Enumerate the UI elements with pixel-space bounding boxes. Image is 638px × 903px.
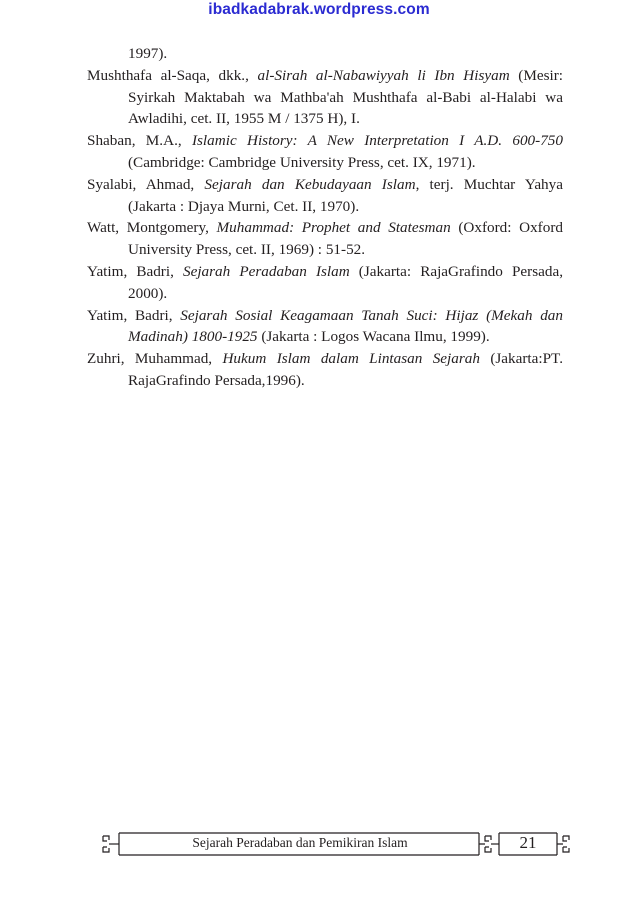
reference-text: (Cambridge: Cambridge University Press, cet. IX, 1971). xyxy=(128,153,476,171)
reference-text: (Jakarta:PT. RajaGrafindo Persada,1996). xyxy=(128,350,563,389)
reference-entry xyxy=(87,217,563,261)
page-footer xyxy=(101,830,575,858)
reference-title: al-Sirah al-Nabawiyyah li Ibn Hisyam xyxy=(257,66,510,84)
reference-text: (Jakarta: RajaGrafindo Persada, 2000). xyxy=(128,262,563,302)
site-header-link[interactable]: ibadkadabrak.wordpress.com xyxy=(208,1,430,18)
reference-title: Muhammad: Prophet and Statesman xyxy=(216,219,451,237)
reference-title: Sejarah Sosial Keagamaan Tanah Suci: Hijaz (Mekah dan Madinah) 1800-1925 xyxy=(128,306,563,346)
reference-entry xyxy=(87,261,563,305)
reference-entry xyxy=(87,130,563,174)
reference-text: 1997). xyxy=(128,45,168,62)
reference-text: (Oxford: Oxford University Press, cet. II, 1969) : 51-52. xyxy=(128,219,563,259)
reference-text: Yatim, Badri, xyxy=(87,306,181,324)
reference-entry xyxy=(87,43,563,65)
reference-title: Sejarah dan Kebudayaan Islam xyxy=(204,175,416,193)
footer-book-title: Sejarah Peradaban dan Pemikiran Islam xyxy=(192,835,408,850)
reference-text: (Jakarta : Logos Wacana Ilmu, 1999). xyxy=(257,328,490,346)
reference-entry xyxy=(87,305,563,349)
reference-text: Yatim, Badri, xyxy=(87,262,183,280)
reference-title: Sejarah Peradaban Islam xyxy=(183,262,350,280)
reference-text: Shaban, M.A., xyxy=(87,132,192,150)
reference-list xyxy=(87,43,563,392)
reference-entry xyxy=(87,174,563,218)
reference-text: Syalabi, Ahmad, xyxy=(87,175,205,193)
reference-title: Islamic History: A New Interpretation I A.D. 600-750 xyxy=(191,132,563,150)
reference-text: Zuhri, Muhammad, xyxy=(87,350,223,368)
reference-title: Hukum Islam dalam Lintasan Sejarah xyxy=(222,350,480,368)
reference-text: (Mesir: Syirkah Maktabah wa Mathba'ah Mushthafa al-Babi al-Halabi wa Awladihi, cet. II, 1955 M / 1375 H), I. xyxy=(128,66,563,128)
reference-text: Mushthafa al-Saqa, dkk., xyxy=(87,66,258,84)
reference-text: Watt, Montgomery, xyxy=(87,219,217,237)
reference-entry xyxy=(87,348,563,392)
page-number: 21 xyxy=(519,833,537,852)
reference-entry xyxy=(87,65,563,130)
reference-text: , terj. Muchtar Yahya (Jakarta : Djaya Murni, Cet. II, 1970). xyxy=(128,175,563,215)
